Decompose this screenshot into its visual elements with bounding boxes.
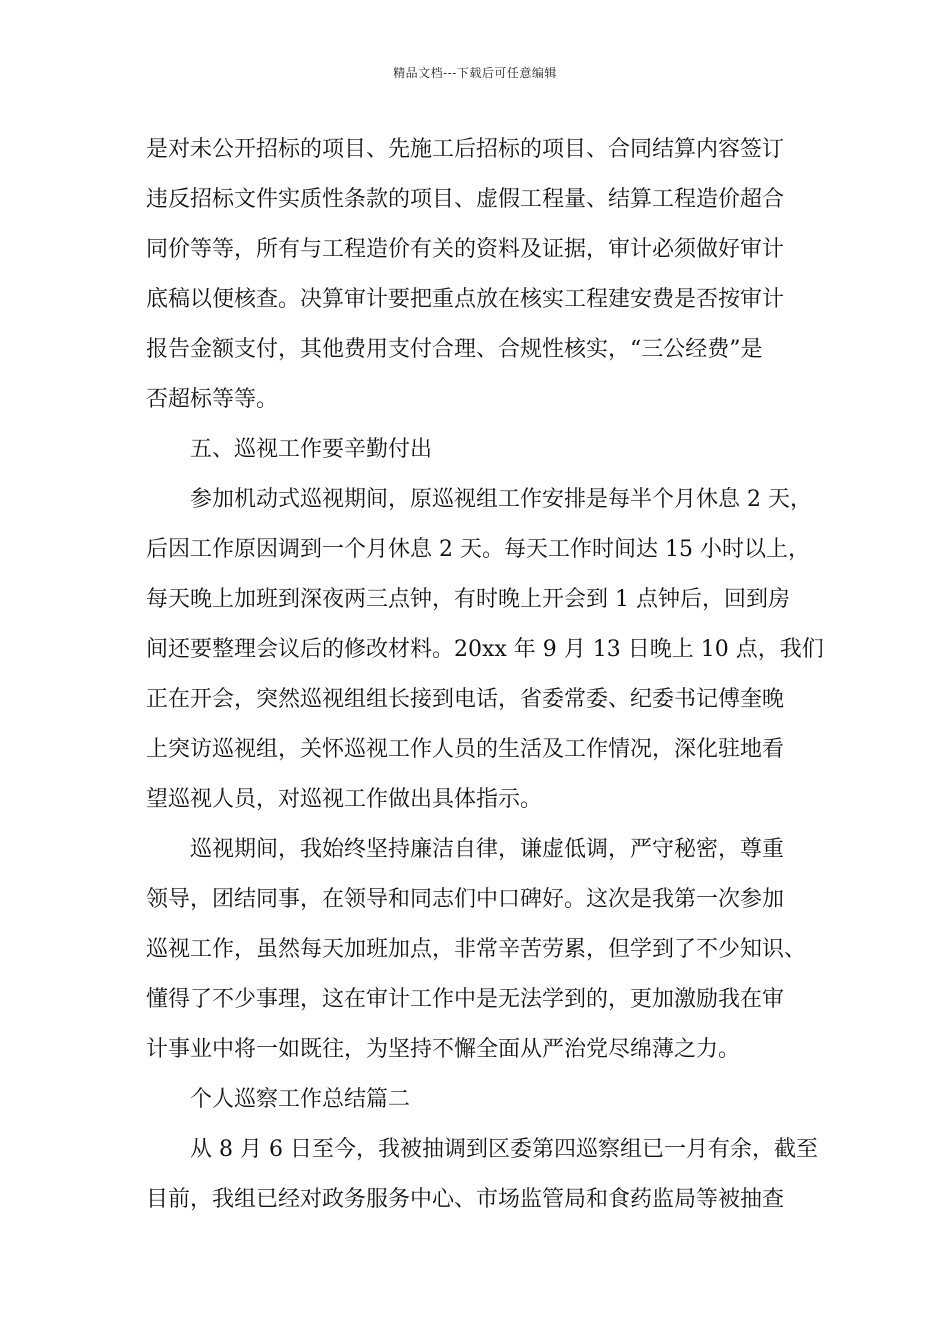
text-line: 计事业中将一如既往，为坚持不懈全面从严治党尽绵薄之力。	[146, 1037, 741, 1062]
text-line: 同价等等，所有与工程造价有关的资料及证据，审计必须做好审计	[146, 237, 785, 262]
text-line: 巡视期间，我始终坚持廉洁自律，谦虚低调，严守秘密，尊重	[190, 837, 785, 862]
text-line: 间还要整理会议后的修改材料。20xx 年 9 月 13 日晚上 10 点，我们	[146, 637, 824, 662]
text-line: 违反招标文件实质性条款的项目、虚假工程量、结算工程造价超合	[146, 187, 785, 212]
text-line: 巡视工作，虽然每天加班加点，非常辛苦劳累，但学到了不少知识、	[146, 937, 807, 962]
text-line: 底稿以便核查。决算审计要把重点放在核实工程建安费是否按审计	[146, 287, 785, 312]
text-line: 是对未公开招标的项目、先施工后招标的项目、合同结算内容签订	[146, 137, 785, 162]
text-line: 个人巡察工作总结篇二	[190, 1087, 411, 1112]
text-line: 上突访巡视组，关怀巡视工作人员的生活及工作情况，深化驻地看	[146, 737, 785, 762]
page-header: 精品文档---下载后可任意编辑	[393, 66, 557, 80]
document-body	[146, 125, 824, 1225]
text-line: 报告金额支付，其他费用支付合理、合规性核实，“三公经费”是	[146, 337, 763, 362]
text-line: 参加机动式巡视期间，原巡视组工作安排是每半个月休息 2 天，	[190, 487, 812, 512]
text-line: 五、巡视工作要辛勤付出	[190, 437, 433, 462]
text-line: 目前，我组已经对政务服务中心、市场监管局和食药监局等被抽查	[146, 1187, 785, 1212]
text-line: 望巡视人员，对巡视工作做出具体指示。	[146, 787, 543, 812]
text-line: 每天晚上加班到深夜两三点钟，有时晚上开会到 1 点钟后，回到房	[146, 587, 790, 612]
text-line: 领导，团结同事，在领导和同志们中口碑好。这次是我第一次参加	[146, 887, 785, 912]
text-line: 否超标等等。	[146, 387, 279, 412]
text-line: 懂得了不少事理，这在审计工作中是无法学到的，更加激励我在审	[146, 987, 785, 1012]
text-line: 后因工作原因调到一个月休息 2 天。每天工作时间达 15 小时以上，	[146, 537, 810, 562]
text-line: 正在开会，突然巡视组组长接到电话，省委常委、纪委书记傅奎晚	[146, 687, 785, 712]
text-line: 从 8 月 6 日至今，我被抽调到区委第四巡察组已一月有余，截至	[190, 1137, 818, 1162]
